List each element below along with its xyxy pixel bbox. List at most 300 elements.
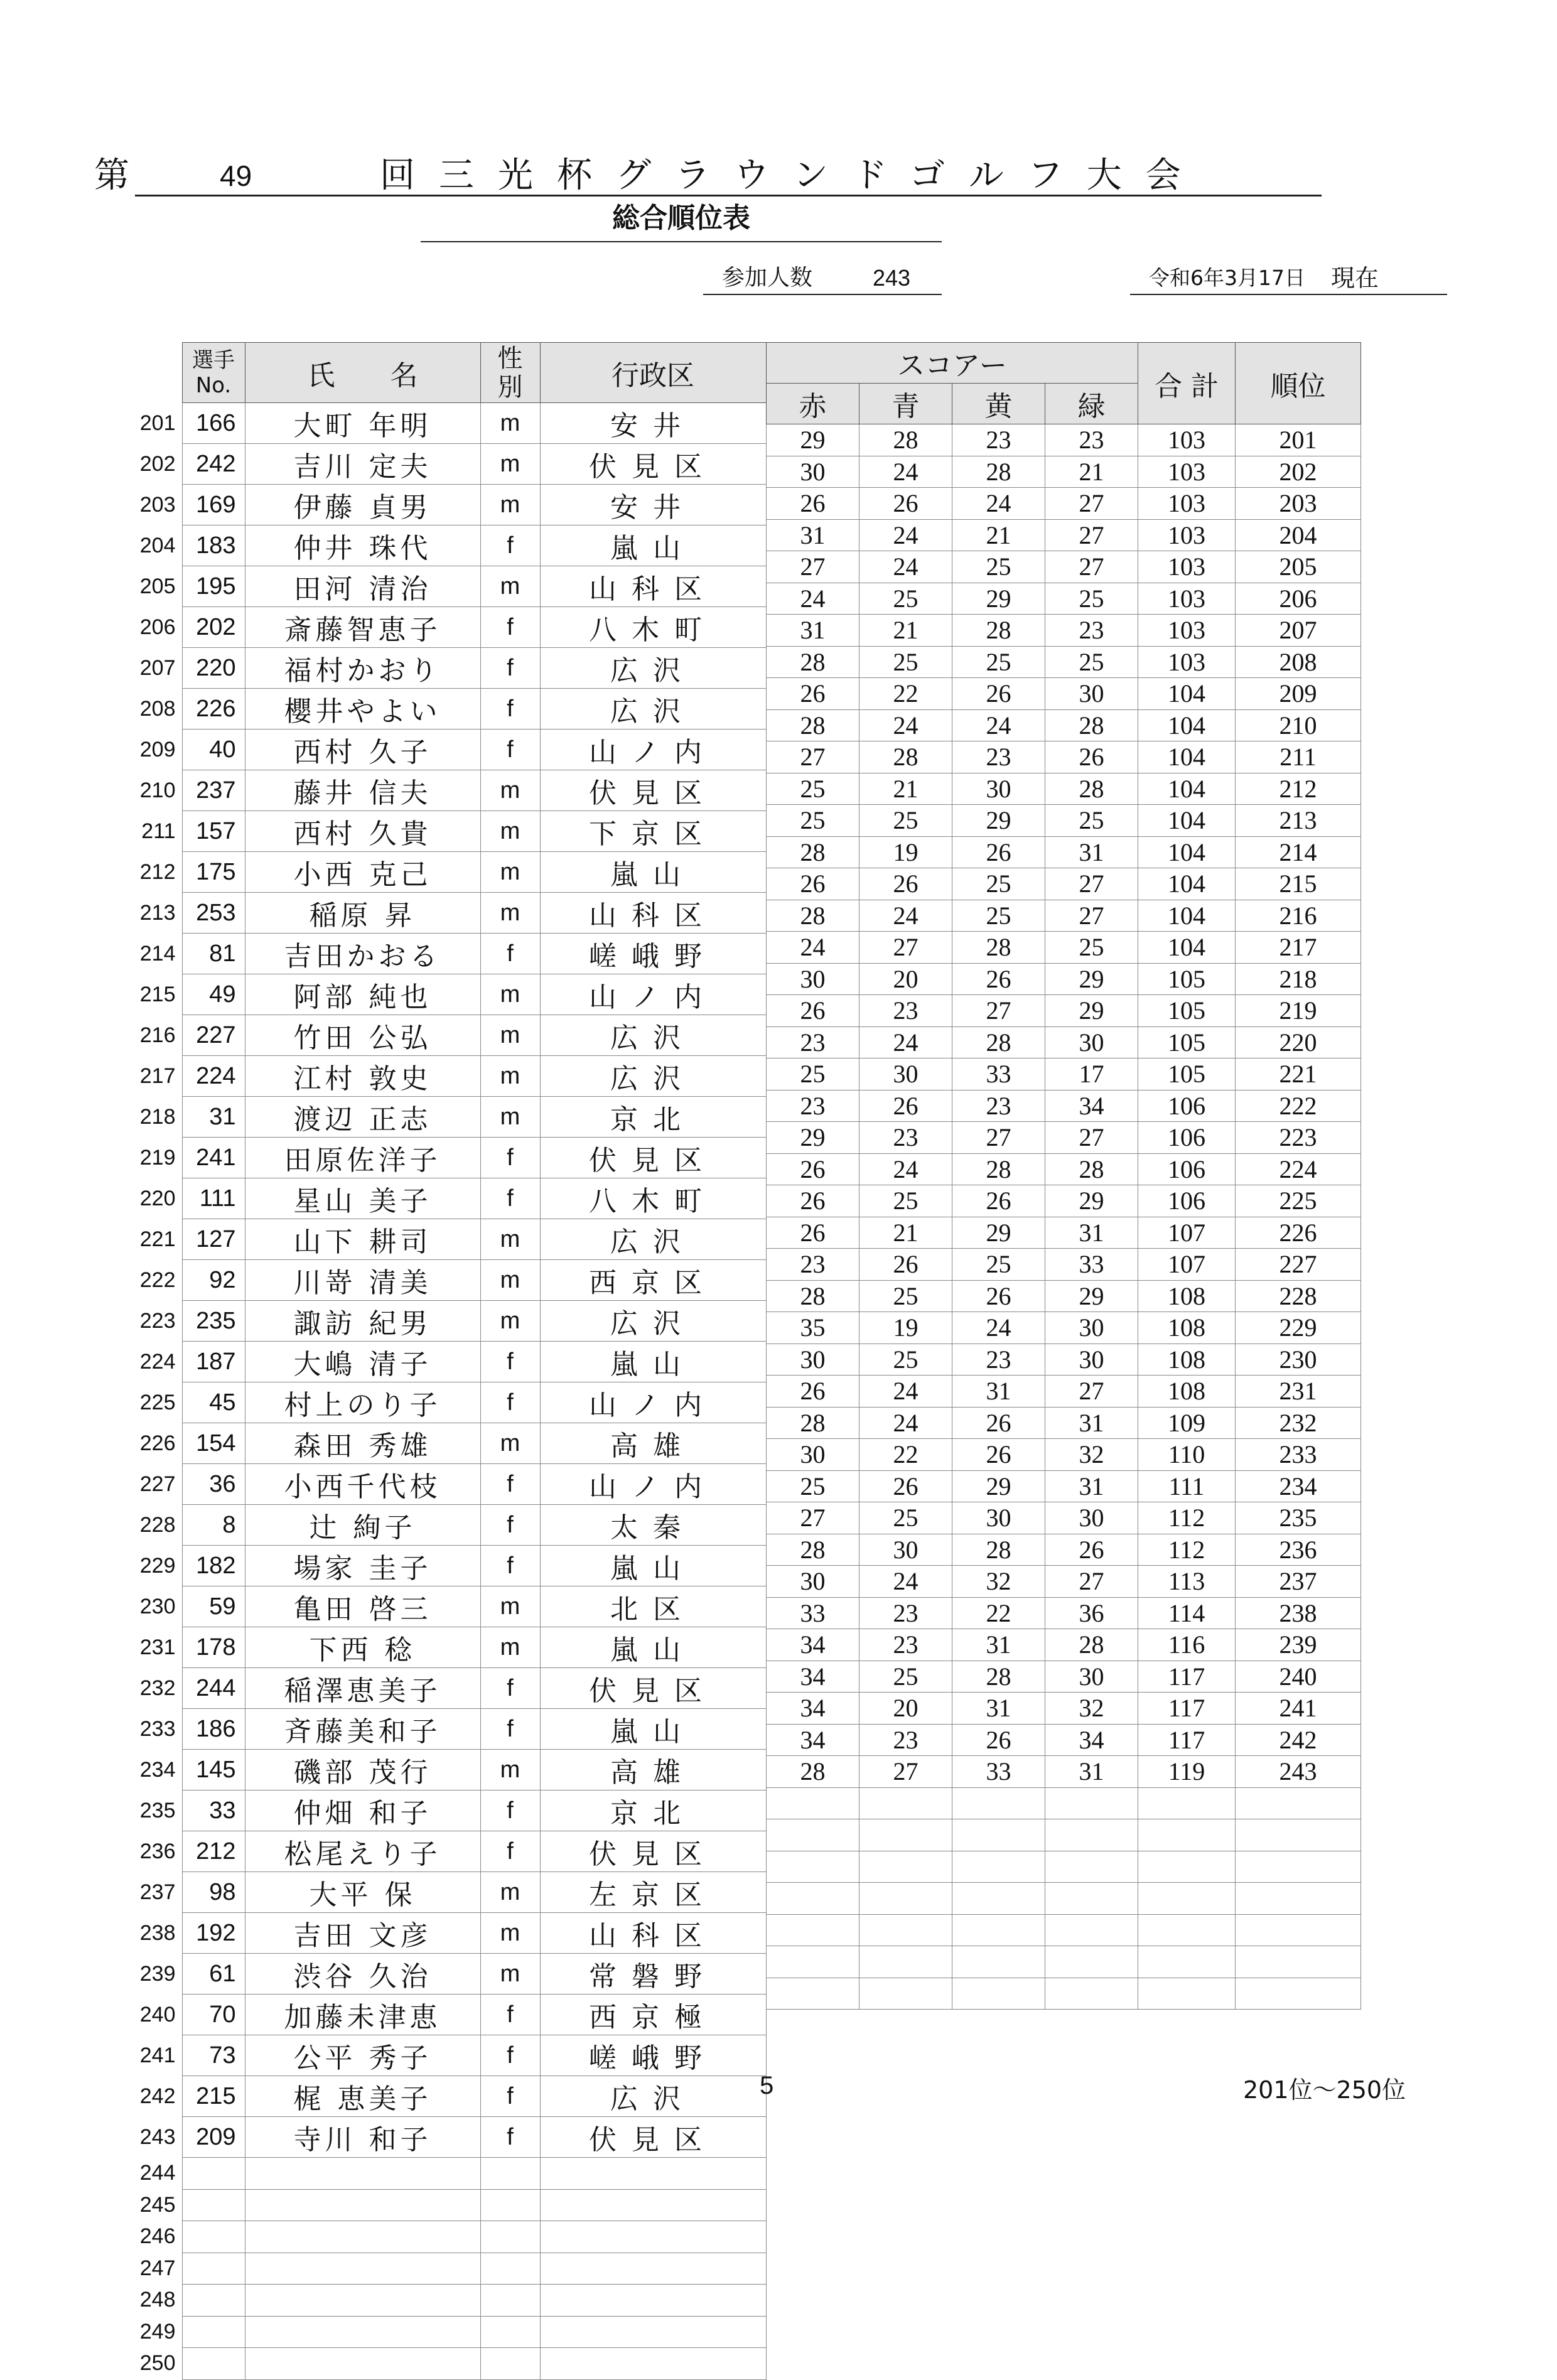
green-score-cell: 27 [1045, 900, 1138, 932]
rank-cell: 204 [1236, 519, 1361, 551]
name-cell [245, 2348, 480, 2380]
player-no-cell: 209 [182, 2117, 245, 2158]
table-row [132, 1954, 766, 1995]
table-row [767, 1883, 1361, 1915]
red-score-cell: 28 [767, 709, 859, 741]
red-score-cell: 30 [767, 963, 859, 995]
red-score-cell [767, 1946, 859, 1978]
table-row [132, 607, 766, 648]
red-score-cell: 23 [767, 1090, 859, 1122]
name-cell: 山下 耕司 [245, 1219, 480, 1260]
total-cell: 103 [1138, 519, 1236, 551]
player-no-cell: 237 [182, 770, 245, 811]
red-score-cell: 30 [767, 1566, 859, 1598]
table-row [767, 709, 1361, 741]
yellow-score-cell [952, 1787, 1045, 1819]
yellow-score-cell: 29 [952, 1470, 1045, 1502]
total-cell: 104 [1138, 773, 1236, 805]
sex-cell: f [480, 1668, 540, 1709]
sex-cell: m [480, 1097, 540, 1138]
red-score-cell: 25 [767, 1470, 859, 1502]
ward-cell: 山科区 [540, 1913, 766, 1954]
row-index: 225 [139, 1390, 176, 1414]
row-index: 239 [139, 1961, 176, 1986]
ward-cell: 高雄 [540, 1423, 766, 1464]
table-row [767, 678, 1361, 710]
row-index: 233 [139, 1716, 176, 1741]
sex-cell [480, 2158, 540, 2190]
blue-score-cell: 24 [859, 1026, 952, 1058]
row-index: 220 [139, 1186, 176, 1210]
total-cell: 106 [1138, 1122, 1236, 1154]
total-cell: 103 [1138, 615, 1236, 647]
table-row [132, 2316, 766, 2348]
ward-header: 行政区 [540, 343, 766, 403]
sex-cell: f [480, 607, 540, 648]
sex-cell: f [480, 648, 540, 689]
player-no-cell: 183 [182, 525, 245, 566]
red-score-cell: 34 [767, 1629, 859, 1661]
table-row [132, 1301, 766, 1342]
red-score-cell: 28 [767, 646, 859, 678]
red-score-cell: 27 [767, 551, 859, 583]
sex-cell: f [480, 1138, 540, 1178]
yellow-score-cell: 28 [952, 1534, 1045, 1566]
sex-cell [480, 2316, 540, 2348]
sex-cell: m [480, 485, 540, 525]
player-no-cell: 40 [182, 730, 245, 770]
row-index: 235 [139, 1798, 176, 1823]
red-score-cell [767, 1978, 859, 2010]
row-index: 204 [139, 533, 176, 557]
player-table [132, 342, 767, 2380]
name-cell: 江村 敦史 [245, 1056, 480, 1097]
blue-score-cell: 27 [859, 1756, 952, 1788]
green-score-cell: 29 [1045, 963, 1138, 995]
player-no-cell: 157 [182, 811, 245, 852]
rank-cell: 229 [1236, 1312, 1361, 1344]
table-row [767, 1851, 1361, 1883]
name-cell: 渡辺 正志 [245, 1097, 480, 1138]
table-row [767, 615, 1361, 647]
ward-cell: 嵯峨野 [540, 2035, 766, 2076]
yellow-score-cell [952, 1851, 1045, 1883]
table-row [132, 730, 766, 770]
red-score-cell: 25 [767, 1058, 859, 1090]
table-row [767, 1756, 1361, 1788]
player-no-header: 選手 No. [182, 343, 245, 403]
rank-cell: 211 [1236, 741, 1361, 773]
blue-score-cell: 30 [859, 1058, 952, 1090]
red-score-cell: 28 [767, 900, 859, 932]
ward-cell [540, 2158, 766, 2190]
green-score-cell: 23 [1045, 615, 1138, 647]
green-score-cell: 25 [1045, 805, 1138, 837]
green-score-cell: 27 [1045, 1376, 1138, 1408]
player-no-cell: 31 [182, 1097, 245, 1138]
yellow-score-cell: 26 [952, 678, 1045, 710]
green-score-cell: 27 [1045, 488, 1138, 520]
ward-cell: 伏見区 [540, 770, 766, 811]
red-score-cell: 24 [767, 583, 859, 615]
ward-cell: 西京区 [540, 1260, 766, 1301]
sex-cell: m [480, 1056, 540, 1097]
sex-cell [480, 2253, 540, 2285]
red-score-cell: 30 [767, 1343, 859, 1376]
rank-cell [1236, 1851, 1361, 1883]
total-cell: 106 [1138, 1185, 1236, 1217]
blue-header: 青 [859, 384, 952, 424]
table-row [132, 1750, 766, 1790]
blue-score-cell: 24 [859, 900, 952, 932]
sex-cell: m [480, 1015, 540, 1056]
player-no-cell: 202 [182, 607, 245, 648]
rank-cell: 230 [1236, 1343, 1361, 1376]
blue-score-cell: 26 [859, 1249, 952, 1281]
name-cell: 磯部 茂行 [245, 1750, 480, 1790]
row-index: 236 [139, 1839, 176, 1863]
green-score-cell: 30 [1045, 1026, 1138, 1058]
name-cell [245, 2158, 480, 2190]
total-cell [1138, 1978, 1236, 2010]
rank-cell: 237 [1236, 1566, 1361, 1598]
player-no-cell: 192 [182, 1913, 245, 1954]
player-no-cell: 226 [182, 689, 245, 730]
table-row [767, 1153, 1361, 1185]
name-cell: 公平 秀子 [245, 2035, 480, 2076]
red-score-cell: 30 [767, 1439, 859, 1471]
document-title [94, 154, 1318, 198]
row-index: 218 [139, 1104, 176, 1129]
name-cell: 阿部 純也 [245, 974, 480, 1015]
blue-score-cell: 21 [859, 1217, 952, 1249]
player-no-cell [182, 2285, 245, 2317]
green-header: 緑 [1045, 384, 1138, 424]
blue-score-cell: 28 [859, 424, 952, 456]
green-score-cell: 29 [1045, 995, 1138, 1027]
rank-cell: 203 [1236, 488, 1361, 520]
rank-cell: 241 [1236, 1693, 1361, 1725]
player-no-cell: 227 [182, 1015, 245, 1056]
name-cell [245, 2221, 480, 2253]
player-no-cell: 45 [182, 1382, 245, 1423]
blue-score-cell [859, 1946, 952, 1978]
green-score-cell: 23 [1045, 424, 1138, 456]
table-row [132, 934, 766, 974]
ward-cell: 嵐山 [540, 1546, 766, 1586]
sex-cell: m [480, 566, 540, 607]
row-index: 208 [139, 696, 176, 721]
ward-cell: 伏見区 [540, 1138, 766, 1178]
name-cell: 伊藤 貞男 [245, 485, 480, 525]
table-row [767, 963, 1361, 995]
yellow-score-cell: 23 [952, 1343, 1045, 1376]
total-cell: 117 [1138, 1661, 1236, 1693]
yellow-score-cell: 28 [952, 932, 1045, 964]
yellow-score-cell: 24 [952, 1312, 1045, 1344]
player-no-cell: 49 [182, 974, 245, 1015]
green-score-cell: 25 [1045, 646, 1138, 678]
table-row [132, 2221, 766, 2253]
sex-cell [480, 2285, 540, 2317]
index-header [132, 343, 182, 403]
sex-cell: f [480, 1995, 540, 2035]
green-score-cell: 30 [1045, 678, 1138, 710]
green-score-cell [1045, 1883, 1138, 1915]
rank-cell [1236, 1883, 1361, 1915]
table-row [767, 1819, 1361, 1851]
title-prefix: 第 [94, 155, 129, 196]
yellow-score-cell: 26 [952, 1439, 1045, 1471]
green-score-cell [1045, 1819, 1138, 1851]
total-cell: 104 [1138, 741, 1236, 773]
table-row [132, 770, 766, 811]
total-cell: 108 [1138, 1280, 1236, 1312]
name-cell: 稲原 昇 [245, 893, 480, 934]
table-row [767, 773, 1361, 805]
table-row [132, 852, 766, 893]
name-cell: 辻 絢子 [245, 1505, 480, 1546]
yellow-score-cell: 26 [952, 1185, 1045, 1217]
yellow-score-cell: 23 [952, 1090, 1045, 1122]
total-cell: 105 [1138, 963, 1236, 995]
blue-score-cell: 26 [859, 488, 952, 520]
rank-cell: 209 [1236, 678, 1361, 710]
green-score-cell: 28 [1045, 1629, 1138, 1661]
table-row [132, 1056, 766, 1097]
row-index: 210 [139, 778, 176, 802]
table-row [767, 1534, 1361, 1566]
green-score-cell: 21 [1045, 456, 1138, 488]
blue-score-cell: 28 [859, 741, 952, 773]
subtitle-underline [421, 241, 942, 242]
table-row [132, 1913, 766, 1954]
rank-cell: 213 [1236, 805, 1361, 837]
red-score-cell: 25 [767, 805, 859, 837]
rank-cell: 215 [1236, 868, 1361, 900]
rank-cell: 226 [1236, 1217, 1361, 1249]
player-no-cell: 212 [182, 1831, 245, 1872]
row-index: 230 [139, 1594, 176, 1618]
red-score-cell: 26 [767, 1376, 859, 1408]
name-cell: 場家 圭子 [245, 1546, 480, 1586]
red-score-cell: 26 [767, 1185, 859, 1217]
name-cell: 藤井 信夫 [245, 770, 480, 811]
blue-score-cell: 25 [859, 1280, 952, 1312]
yellow-score-cell: 25 [952, 900, 1045, 932]
row-index: 207 [139, 655, 176, 680]
total-cell: 104 [1138, 805, 1236, 837]
rank-cell: 221 [1236, 1058, 1361, 1090]
rank-cell [1236, 1819, 1361, 1851]
green-score-cell [1045, 1851, 1138, 1883]
ward-cell: 広沢 [540, 1219, 766, 1260]
yellow-score-cell: 27 [952, 995, 1045, 1027]
total-cell: 103 [1138, 456, 1236, 488]
ward-cell: 広沢 [540, 1015, 766, 1056]
table-row [767, 900, 1361, 932]
total-header: 合 計 [1138, 343, 1236, 424]
blue-score-cell: 25 [859, 1502, 952, 1534]
red-score-cell [767, 1914, 859, 1946]
sex-cell: m [480, 403, 540, 444]
player-no-cell [182, 2253, 245, 2285]
name-cell: 大町 年明 [245, 403, 480, 444]
total-cell: 110 [1138, 1439, 1236, 1471]
table-row [132, 1219, 766, 1260]
sex-cell: m [480, 1872, 540, 1913]
total-cell: 103 [1138, 583, 1236, 615]
ward-cell [540, 2221, 766, 2253]
blue-score-cell [859, 1787, 952, 1819]
table-row [767, 519, 1361, 551]
blue-score-cell: 23 [859, 1122, 952, 1154]
total-cell: 116 [1138, 1629, 1236, 1661]
total-cell: 108 [1138, 1312, 1236, 1344]
red-score-cell: 28 [767, 836, 859, 868]
name-cell: 小西 克己 [245, 852, 480, 893]
red-score-cell [767, 1883, 859, 1915]
green-score-cell: 28 [1045, 709, 1138, 741]
name-cell: 松尾えり子 [245, 1831, 480, 1872]
rank-cell: 217 [1236, 932, 1361, 964]
ward-cell: 京北 [540, 1790, 766, 1831]
row-index: 211 [141, 819, 176, 843]
yellow-header: 黄 [952, 384, 1045, 424]
green-score-cell: 36 [1045, 1597, 1138, 1629]
rank-cell: 224 [1236, 1153, 1361, 1185]
yellow-score-cell: 24 [952, 488, 1045, 520]
name-cell: 斉藤美和子 [245, 1709, 480, 1750]
total-cell: 104 [1138, 932, 1236, 964]
red-score-cell: 34 [767, 1661, 859, 1693]
ward-cell: 広沢 [540, 689, 766, 730]
rank-cell: 235 [1236, 1502, 1361, 1534]
table-row [132, 689, 766, 730]
rank-cell: 210 [1236, 709, 1361, 741]
rank-cell: 231 [1236, 1376, 1361, 1408]
subtitle: 総合順位表 [612, 202, 750, 234]
sex-cell: m [480, 1301, 540, 1342]
name-cell: 田河 清治 [245, 566, 480, 607]
table-row [767, 741, 1361, 773]
rank-cell: 208 [1236, 646, 1361, 678]
green-score-cell: 30 [1045, 1312, 1138, 1344]
table-row [767, 1058, 1361, 1090]
total-cell [1138, 1883, 1236, 1915]
total-cell [1138, 1787, 1236, 1819]
rank-cell: 212 [1236, 773, 1361, 805]
row-index: 222 [139, 1268, 176, 1292]
table-row [767, 836, 1361, 868]
yellow-score-cell: 29 [952, 1217, 1045, 1249]
green-score-cell: 26 [1045, 1534, 1138, 1566]
blue-score-cell: 24 [859, 519, 952, 551]
table-row [132, 2158, 766, 2190]
yellow-score-cell [952, 1883, 1045, 1915]
rank-header: 順位 [1236, 343, 1361, 424]
rank-cell [1236, 1978, 1361, 2010]
date-text: 令和6年3月17日 [1149, 266, 1305, 290]
row-index: 201 [139, 411, 176, 435]
yellow-score-cell: 29 [952, 805, 1045, 837]
yellow-score-cell: 23 [952, 424, 1045, 456]
table-row [132, 2348, 766, 2380]
blue-score-cell: 20 [859, 963, 952, 995]
blue-score-cell: 23 [859, 1597, 952, 1629]
player-no-cell: 241 [182, 1138, 245, 1178]
red-score-cell: 29 [767, 1122, 859, 1154]
ward-cell: 山ノ内 [540, 974, 766, 1015]
player-no-cell: 215 [182, 2076, 245, 2117]
title-text: 回三光杯グラウンドゴルフ大会 [380, 155, 1205, 196]
yellow-score-cell: 26 [952, 1407, 1045, 1439]
total-cell: 104 [1138, 836, 1236, 868]
green-score-cell: 28 [1045, 773, 1138, 805]
sex-cell: f [480, 689, 540, 730]
player-no-cell: 169 [182, 485, 245, 525]
blue-score-cell: 23 [859, 1724, 952, 1756]
blue-score-cell: 23 [859, 1629, 952, 1661]
sex-cell: f [480, 934, 540, 974]
date-suffix: 現在 [1331, 264, 1379, 292]
table-row [767, 1693, 1361, 1725]
name-cell: 森田 秀雄 [245, 1423, 480, 1464]
red-score-cell: 28 [767, 1407, 859, 1439]
player-no-cell: 187 [182, 1342, 245, 1382]
red-score-cell: 27 [767, 1502, 859, 1534]
total-cell: 112 [1138, 1534, 1236, 1566]
table-row [132, 1178, 766, 1219]
green-score-cell: 31 [1045, 1470, 1138, 1502]
row-index: 229 [139, 1553, 176, 1578]
sex-cell [480, 2221, 540, 2253]
rank-cell: 214 [1236, 836, 1361, 868]
sex-cell: m [480, 852, 540, 893]
table-row [767, 932, 1361, 964]
table-row [132, 1831, 766, 1872]
name-cell: 大平 保 [245, 1872, 480, 1913]
blue-score-cell: 20 [859, 1693, 952, 1725]
rank-cell: 238 [1236, 1597, 1361, 1629]
total-cell: 105 [1138, 995, 1236, 1027]
red-score-cell: 26 [767, 995, 859, 1027]
table-row [767, 1217, 1361, 1249]
player-no-cell: 59 [182, 1586, 245, 1627]
total-cell: 111 [1138, 1470, 1236, 1502]
sex-cell: m [480, 1260, 540, 1301]
name-cell: 川嵜 清美 [245, 1260, 480, 1301]
row-index: 240 [139, 2002, 176, 2027]
rank-cell: 243 [1236, 1756, 1361, 1788]
green-score-cell: 27 [1045, 1122, 1138, 1154]
table-row [767, 1978, 1361, 2010]
rank-cell: 216 [1236, 900, 1361, 932]
name-cell: 田原佐洋子 [245, 1138, 480, 1178]
green-score-cell: 30 [1045, 1502, 1138, 1534]
ward-cell: 安井 [540, 485, 766, 525]
total-cell: 103 [1138, 488, 1236, 520]
total-cell: 106 [1138, 1153, 1236, 1185]
rank-cell: 206 [1236, 583, 1361, 615]
participant-value: 243 [873, 265, 911, 291]
row-index: 237 [139, 1880, 176, 1904]
table-row [767, 1566, 1361, 1598]
blue-score-cell: 24 [859, 551, 952, 583]
green-score-cell: 30 [1045, 1661, 1138, 1693]
total-cell: 103 [1138, 424, 1236, 456]
total-cell: 107 [1138, 1217, 1236, 1249]
